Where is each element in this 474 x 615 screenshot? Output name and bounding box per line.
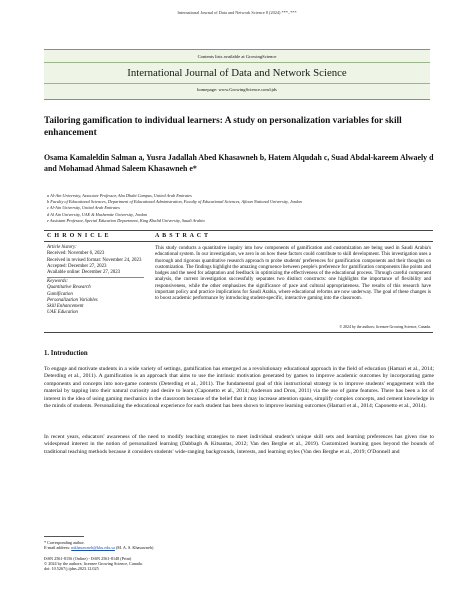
history-item: Received: November 6, 2023 bbox=[47, 251, 105, 257]
affiliation-line: a Al-Ain University, Associate Professor, Abu Dhabi Campus, United Arab Emirates bbox=[47, 193, 192, 198]
keywords-label: Keywords: bbox=[47, 278, 69, 284]
paper-title: Tailoring gamification to individual learners: A study on personalization variables for skill enhancement bbox=[44, 116, 402, 138]
banner-divider bbox=[44, 83, 430, 84]
article-info bbox=[47, 245, 144, 317]
info-divider bbox=[47, 277, 144, 278]
email-suffix: (M. A. S. Khasawneh) bbox=[115, 545, 154, 550]
availability-line: Contents lists available at GrowingScience bbox=[197, 54, 277, 59]
keywords-list bbox=[47, 285, 144, 316]
issn-line: ISSN 2561-8156 (Online) - ISSN 2561-8148 (Print) bbox=[44, 556, 132, 561]
banner-divider bbox=[44, 62, 430, 63]
history-item: Accepted: December 27, 2023 bbox=[47, 263, 107, 269]
doi-line: doi: 10.5267/j.ijdns.2023.12.025 bbox=[44, 566, 99, 572]
journal-banner bbox=[44, 49, 430, 100]
affiliation-line: c Al-Ain University, United Arab Emirates bbox=[47, 205, 120, 211]
body-paragraph: To engage and motivate students in a wide variety of settings, gamification has emerged as a revolutionary educational approach in the field of education (Hamari et al., 2014; Deterding et al., 2011). A gamification is an approach that aims to use the intrinsic motivation generated by games to improve academic outcomes by incorporating game components and concepts into non-game contexts (Deterding et al., 2011). The fundamental goal of this instructional strategy is to improve students' engagement with the material by tapping into their natural curiosity and desire to learn (Caponetto et al., 2014; Anderson and Dron, 2011) via the use of game features. There has been a lot of interest in the idea of using gaming mechanics in the classroom because of the belief that it may increase attention spans, simplify complex concepts, and cement knowledge in the minds of students. Personalizing the educational experience for each student has been shown to improve learning outcomes (Hamari et al., 2014; Caponetto et al., 2014). bbox=[44, 366, 434, 410]
copyright-notice: © 2024 by the authors; licensee Growing Science, Canada. bbox=[339, 325, 431, 329]
running-head: International Journal of Data and Network Science 8 (2024) ***–*** bbox=[177, 10, 297, 15]
affiliation-line: b Faculty of Educational Sciences, Department of Educational Administration, Faculty of Educational Sciences, Ajloun National University, Jordan bbox=[47, 199, 302, 205]
corresponding-author-note: * Corresponding author. bbox=[44, 540, 85, 545]
publication-info bbox=[44, 556, 143, 572]
section-heading: 1. Introduction bbox=[44, 350, 88, 357]
affiliation-line: e Assistant Professor, Special Education Department, King Khalid University, Saudi Arabia bbox=[47, 217, 205, 223]
email-footnote bbox=[44, 545, 153, 550]
history-item: Available online: December 27, 2023 bbox=[47, 270, 121, 276]
keyword: UAE Education bbox=[47, 310, 78, 316]
license-line: © 2024 by the authors; licensee Growing Science, Canada. bbox=[44, 561, 143, 567]
chronicle-heading: C H R O N I C L E bbox=[47, 233, 110, 239]
journal-title: International Journal of Data and Network Science bbox=[127, 67, 347, 79]
history-item: Received in revised format: November 24, 2023 bbox=[47, 257, 142, 263]
section-rule bbox=[44, 241, 433, 242]
article-history-label: Article history: bbox=[47, 245, 77, 250]
footnote-rule bbox=[44, 536, 84, 537]
body-paragraph: In recent years, educators' awareness of the need to modify teaching strategies to meet individual student's unique skill sets and learning preferences has given rise to widespread interest in the notion of personalized learning (Dabbagh & Kitsantas, 2012; Van den Berghe et al., 2019). Customized learning goes beyond the bounds of traditional teaching methods because it considers students' wide-ranging backgrounds, interests, and learning styles (Van den Berghe et al., 2019; O'Donnell and bbox=[44, 434, 434, 455]
keyword: Skill Enhancement bbox=[47, 304, 84, 310]
email-link[interactable]: mkhasawneh@kku.edu.sa bbox=[71, 545, 115, 550]
email-label: E-mail address: bbox=[44, 545, 71, 550]
keyword: Quantitative Research bbox=[47, 285, 91, 291]
abstract-text: This study conducts a quantitative inquiry into how components of gamification and customization are being used in Saudi Arabia's educational system. In our investigation, we zero in on how these factors could contribute to skill development. This investigation uses a thorough and rigorous quantitative research approach to probe students' preferences for gamification components and their thoughts on customization. The findings highlight the amazing congruence between people's preference for gamification components like points and badges and the need for adaptation and feedback in optimizing the effectiveness of the educational process. Through careful component analysis, the current investigation successfully separates two distinct constructs: one highlights the importance of flexibility and responsiveness, while the other emphasizes the significance of pace and cultural appropriateness. The results of this research have important policy and practice implications for Saudi Arabia, where educational reforms are now underway. The goal of these changes is to boost academic performance by introducing student-specific, interactive gaming into the classroom. bbox=[155, 245, 431, 301]
keyword: Gamification bbox=[47, 291, 73, 297]
section-rule bbox=[44, 332, 433, 333]
affiliation-line: d Al Ain University, UAE & Hashemite University, Jordan bbox=[47, 211, 147, 217]
homepage-link[interactable]: homepage: www.GrowingScience.com/ijds bbox=[197, 87, 277, 92]
section-rule bbox=[44, 230, 433, 231]
author-list: Osama Kamaleldin Salman a, Yusra Jadallah Abed Khasawneh b, Hatem Alqudah c, Suad Abdal-kareem Alwaely d and Mohamad Ahmad Saleem Khasawneh e* bbox=[44, 153, 434, 173]
keyword: Personalization Variables bbox=[47, 297, 98, 303]
affiliations bbox=[47, 193, 437, 224]
abstract-heading: A B S T R A C T bbox=[155, 233, 209, 239]
